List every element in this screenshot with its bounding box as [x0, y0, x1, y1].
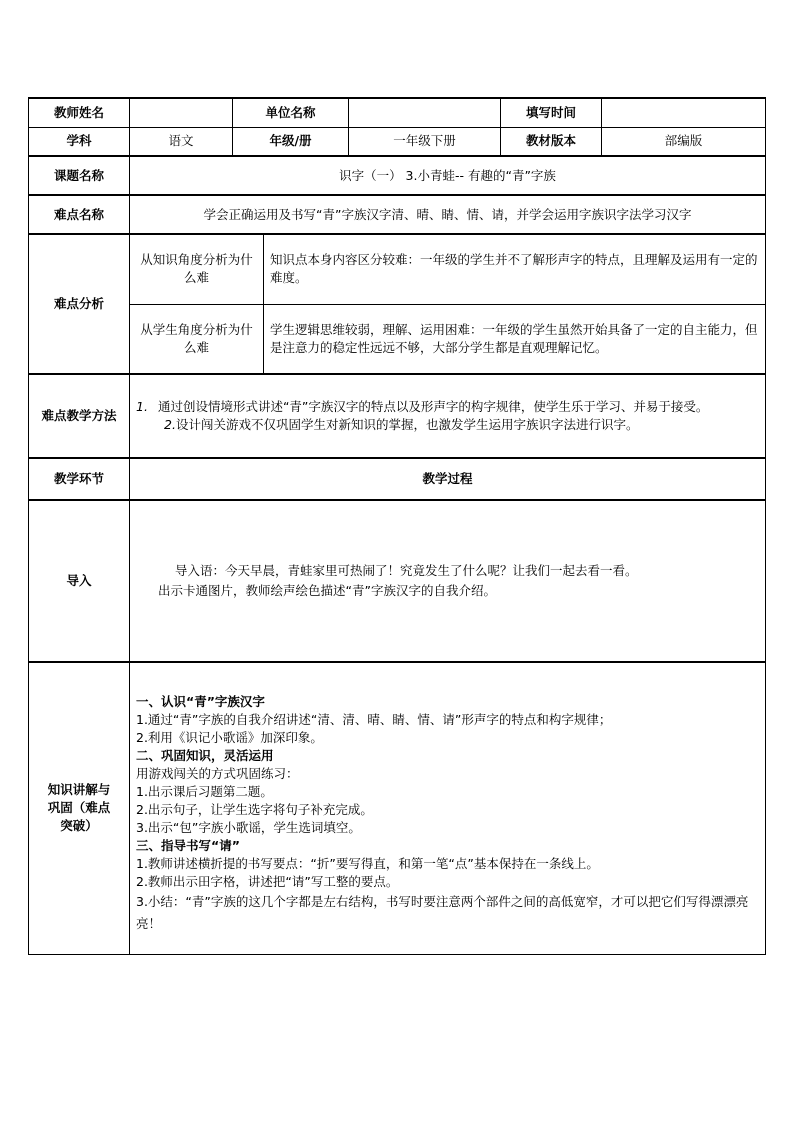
section-3-item-2: 2.教师出示田字格，讲述把“请”写工整的要点。 [136, 874, 399, 890]
method-label: 难点教学方法 [29, 374, 130, 458]
knowledge-row [29, 662, 766, 954]
stage-header: 教学环节 [29, 458, 130, 500]
method-line-2-text: 设计闯关游戏不仅巩固学生对新知识的掌握，也激发学生运用字族识字法进行识字。 [175, 417, 639, 432]
intro-row [29, 500, 766, 662]
process-header-row [29, 458, 766, 500]
subject-label: 学科 [29, 127, 130, 156]
topic-label: 课题名称 [29, 156, 130, 195]
knowledge-label: 知识讲解与巩固（难点突破） [29, 662, 130, 954]
knowledge-angle-text: 知识点本身内容区分较难：一年级的学生并不了解形声字的特点，且理解及运用有一定的难度。 [264, 234, 766, 304]
teacher-name-value[interactable] [130, 98, 233, 127]
grade-value: 一年级下册 [349, 127, 501, 156]
process-header: 教学过程 [130, 458, 766, 500]
analysis-row-knowledge [29, 234, 766, 304]
fill-date-value[interactable] [602, 98, 766, 127]
method-line-2-number: 2. [164, 417, 176, 432]
intro-content [130, 500, 766, 662]
teacher-name-label: 教师姓名 [29, 98, 130, 127]
section-2-item-3: 3.出示“包”字族小歌谣，学生选词填空。 [136, 820, 361, 836]
topic-value: 识字（一） 3.小青蛙-- 有趣的“青”字族 [130, 156, 766, 195]
knowledge-angle-label: 从知识角度分析为什么难 [130, 234, 264, 304]
topic-row [29, 156, 766, 195]
method-line-1-number: 1. [136, 399, 148, 414]
method-line-1-text: 通过创设情境形式讲述“青”字族汉字的特点以及形声字的构字规律，使学生乐于学习、并易于接受。 [157, 399, 709, 414]
knowledge-content [130, 662, 766, 954]
method-content [130, 374, 766, 458]
grade-label: 年级/册 [233, 127, 349, 156]
difficulty-row [29, 195, 766, 234]
intro-line-1: 导入语：今天早晨，青蛙家里可热闹了！究竟发生了什么呢？让我们一起去看一看。 [175, 563, 638, 578]
method-line-1 [136, 398, 759, 416]
section-1-item-1: 1.通过“青”字族的自我介绍讲述“清、清、晴、睛、情、请”形声字的特点和构字规律； [136, 712, 612, 728]
section-3-summary: 3.小结：“青”字族的这几个字都是左右结构，书写时要注意两个部件之间的高低宽窄，才可以把它们写得漂漂亮亮！ [136, 894, 749, 932]
subject-value: 语文 [130, 127, 233, 156]
edition-label: 教材版本 [501, 127, 602, 156]
header-row-1 [29, 98, 766, 127]
section-2-item-1: 1.出示课后习题第二题。 [136, 784, 273, 800]
section-1-item-2: 2.利用《识记小歌谣》加深印象。 [136, 730, 323, 746]
section-2-heading: 二、巩固知识，灵活运用 [136, 748, 274, 764]
lesson-plan-table [28, 97, 766, 955]
unit-name-value[interactable] [349, 98, 501, 127]
unit-name-label: 单位名称 [233, 98, 349, 127]
fill-date-label: 填写时间 [501, 98, 602, 127]
difficulty-label: 难点名称 [29, 195, 130, 234]
edition-value: 部编版 [602, 127, 766, 156]
method-line-2 [136, 416, 759, 434]
section-3-heading: 三、指导书写“请” [136, 838, 240, 854]
section-2-intro: 用游戏闯关的方式巩固练习： [136, 766, 299, 782]
intro-label: 导入 [29, 500, 130, 662]
method-row [29, 374, 766, 458]
student-angle-text: 学生逻辑思维较弱，理解、运用困难：一年级的学生虽然开始具备了一定的自主能力，但是注意力的稳定性远远不够，大部分学生都是直观理解记忆。 [264, 304, 766, 374]
student-angle-label: 从学生角度分析为什么难 [130, 304, 264, 374]
intro-line-2: 出示卡通图片，教师绘声绘色描述“青”字族汉字的自我介绍。 [158, 583, 496, 598]
section-3-item-1: 1.教师讲述横折提的书写要点：“折”要写得直，和第一笔“点”基本保持在一条线上。 [136, 856, 599, 872]
analysis-row-student [29, 304, 766, 374]
header-row-2 [29, 127, 766, 156]
section-2-item-2: 2.出示句子，让学生选字将句子补充完成。 [136, 802, 373, 818]
analysis-label: 难点分析 [29, 234, 130, 374]
section-1-heading: 一、认识“青”字族汉字 [136, 694, 265, 710]
difficulty-value: 学会正确运用及书写“青”字族汉字清、晴、睛、情、请，并学会运用字族识字法学习汉字 [130, 195, 766, 234]
